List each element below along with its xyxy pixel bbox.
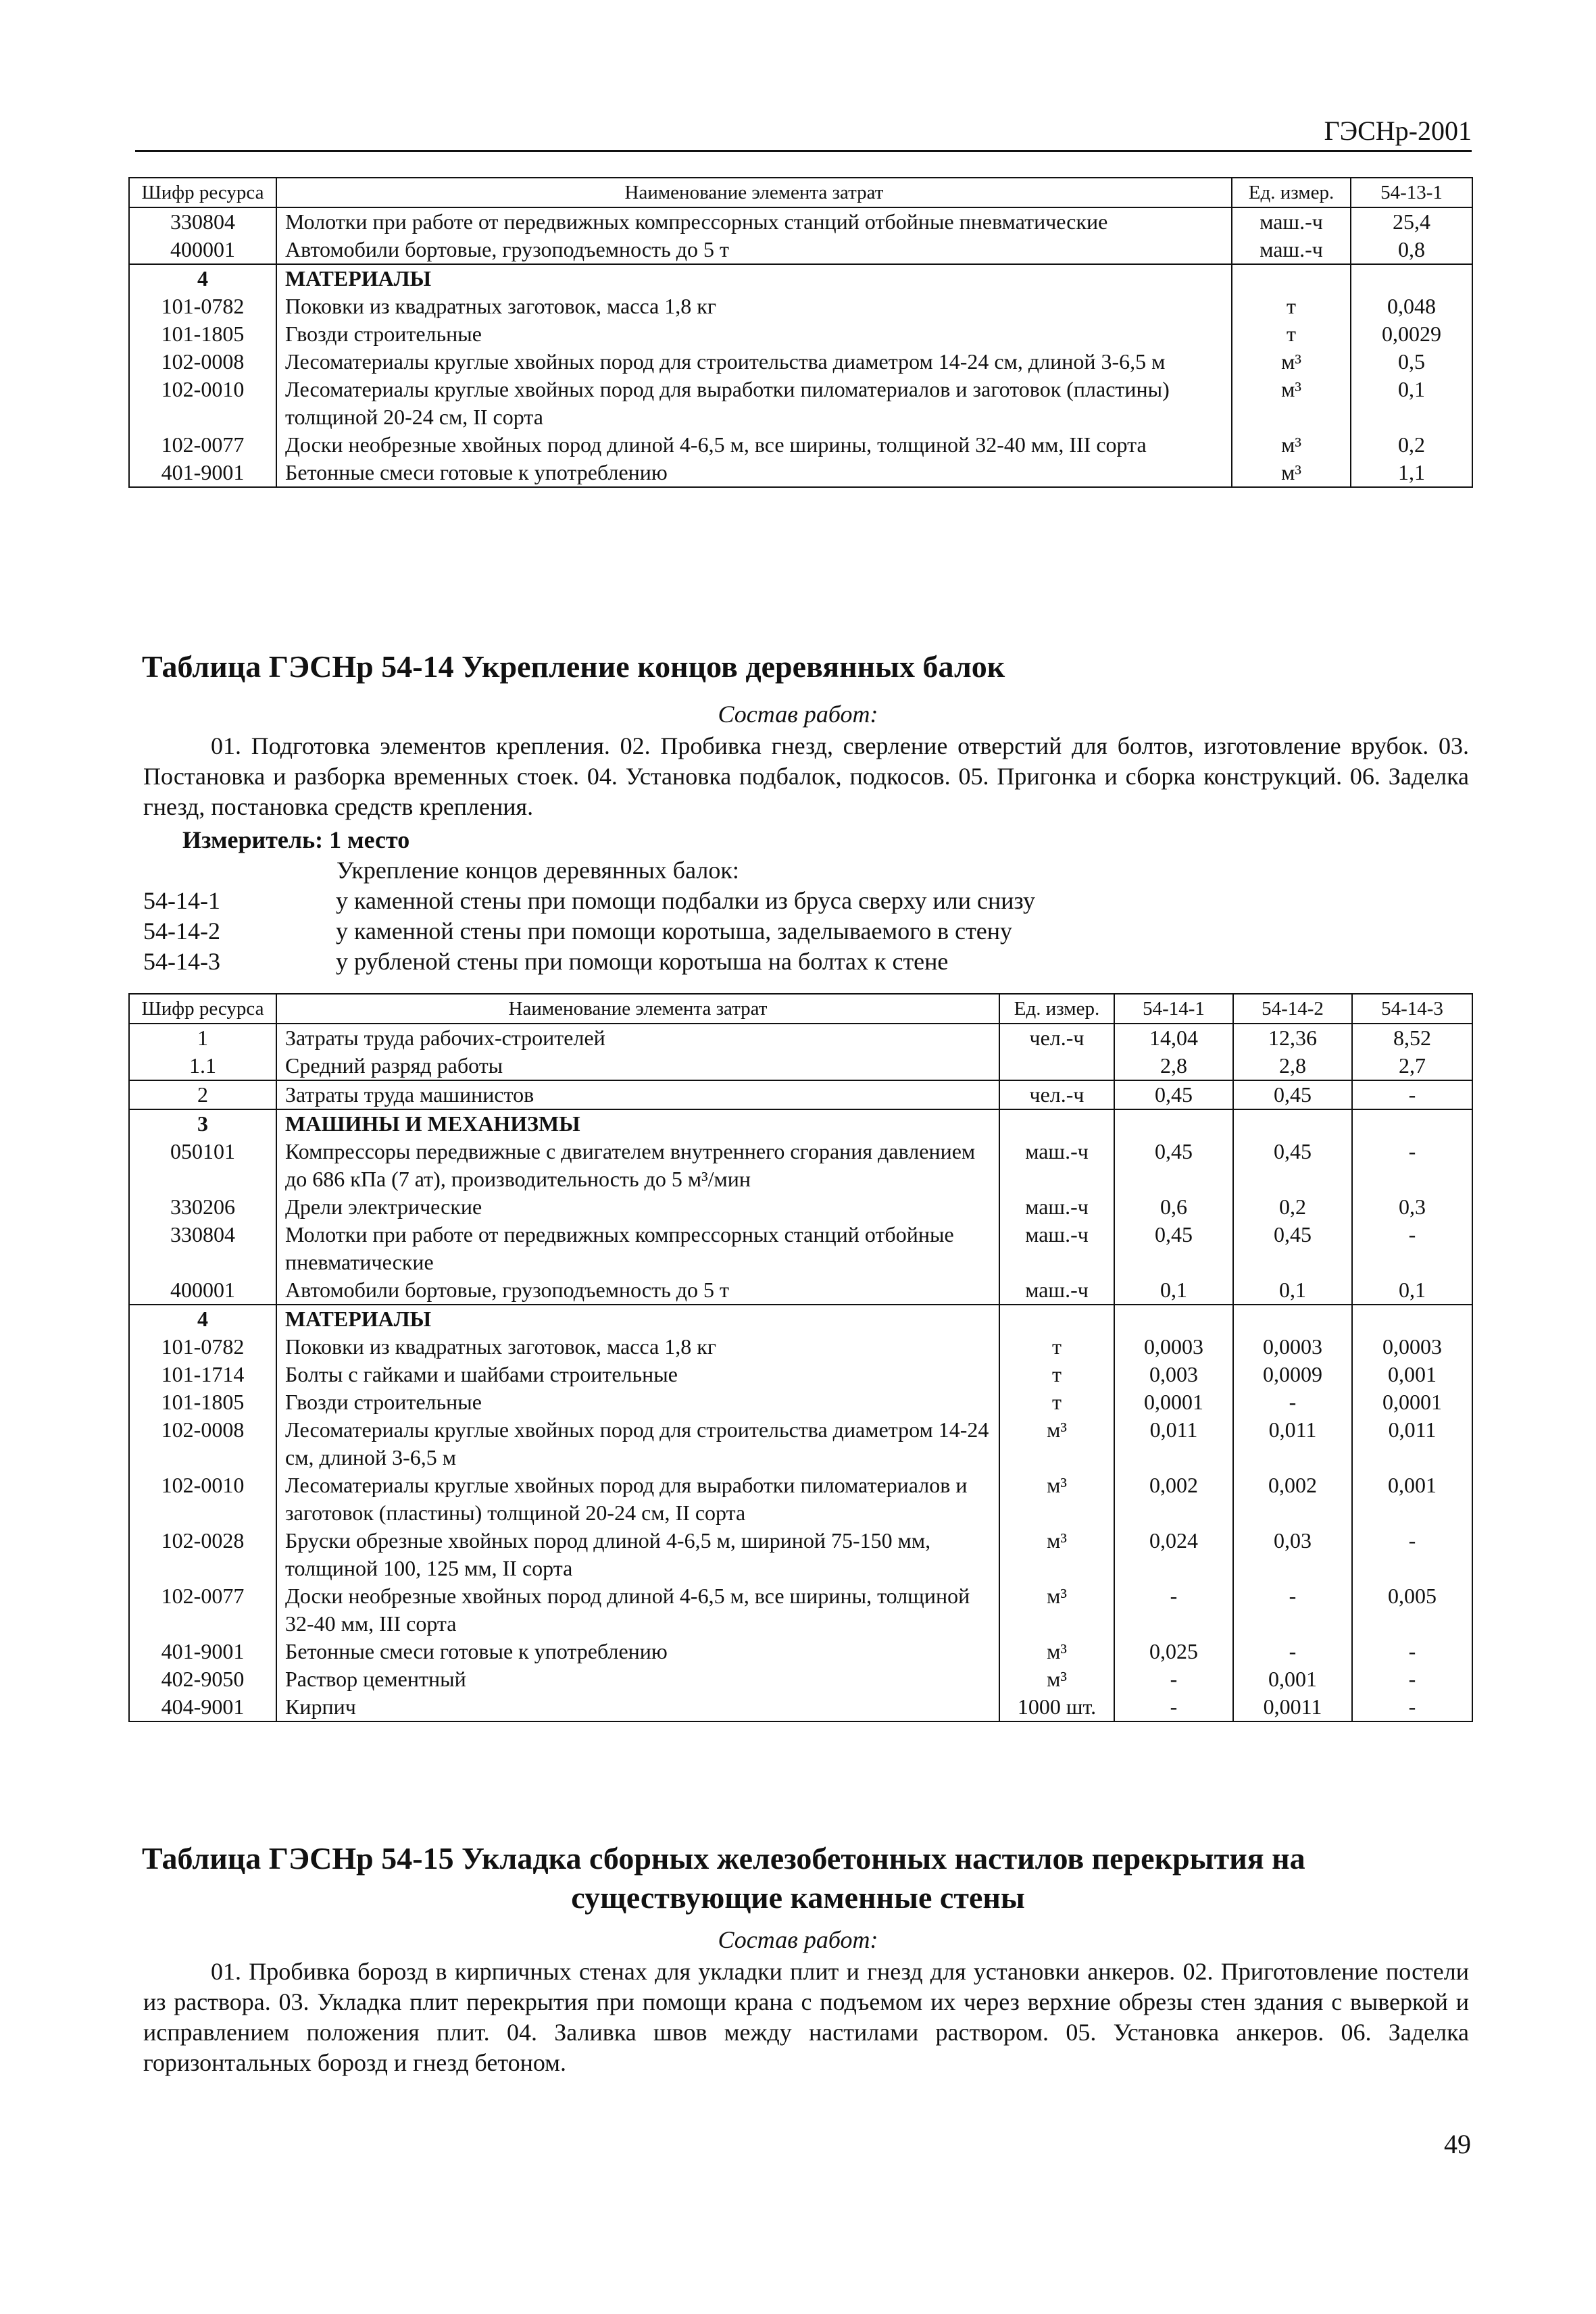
table-row [129, 1333, 1472, 1361]
cell-unit: маш.-ч [999, 1276, 1114, 1305]
cell-code: 102-0008 [129, 1416, 276, 1472]
cell-v2: 2,8 [1233, 1052, 1352, 1080]
cell-v3: 0,3 [1352, 1193, 1472, 1221]
section-title-54-15: Таблица ГЭСНр 54-15 Укладка сборных железобетонных настилов перекрытия на [142, 1841, 1305, 1876]
cell-v1: 0,45 [1114, 1080, 1233, 1109]
cell-v3: - [1352, 1527, 1472, 1582]
cell-v2 [1233, 1305, 1352, 1333]
header-col1: 54-13-1 [1351, 178, 1472, 207]
cell-v1: 2,8 [1114, 1052, 1233, 1080]
cell-code: 4 [129, 1305, 276, 1333]
cell-v3: 0,1 [1352, 1276, 1472, 1305]
table-row [129, 264, 1472, 293]
cell-code: 102-0010 [129, 1472, 276, 1527]
cell-unit [999, 1109, 1114, 1138]
variant-row [143, 886, 1035, 915]
table-row [129, 1276, 1472, 1305]
cell-v1: 0,003 [1114, 1361, 1233, 1388]
cell-v3: - [1352, 1080, 1472, 1109]
cell-code: 3 [129, 1109, 276, 1138]
cell-unit: чел.-ч [999, 1080, 1114, 1109]
cell-code: 1 [129, 1024, 276, 1052]
page-number: 49 [1444, 2129, 1471, 2159]
cell-unit: т [1232, 293, 1351, 320]
cell-name: Лесоматериалы круглые хвойных пород для строительства диаметром 14-24 см, длиной 3-6,5 м [276, 348, 1232, 376]
cell-v1: 0,0003 [1114, 1333, 1233, 1361]
cell-unit: маш.-ч [999, 1221, 1114, 1276]
table-row [129, 376, 1472, 431]
cell-v3: 0,001 [1352, 1472, 1472, 1527]
section-title-54-14: Таблица ГЭСНр 54-14 Укрепление концов деревянных балок [142, 649, 1005, 684]
cell-unit: м³ [999, 1582, 1114, 1638]
cell-unit: чел.-ч [999, 1024, 1114, 1052]
cell-code: 2 [129, 1080, 276, 1109]
cell-unit: м³ [999, 1638, 1114, 1665]
cell-v3: - [1352, 1693, 1472, 1721]
cell-name: Раствор цементный [276, 1665, 999, 1693]
cell-v1 [1351, 264, 1472, 293]
cell-name: Лесоматериалы круглые хвойных пород для выработки пиломатериалов и заготовок (пластины) толщиной 20-24 см, II сорта [276, 376, 1232, 431]
variant-code: 54-14-2 [143, 917, 220, 945]
header-name: Наименование элемента затрат [276, 994, 999, 1024]
header-code: Шифр ресурса [129, 994, 276, 1024]
cell-name: Гвозди строительные [276, 320, 1232, 348]
cell-code: 102-0077 [129, 1582, 276, 1638]
variant-text: у каменной стены при помощи подбалки из бруса сверху или снизу [336, 887, 1035, 914]
cell-name: Бетонные смеси готовые к употреблению [276, 459, 1232, 487]
cell-v3: 0,005 [1352, 1582, 1472, 1638]
cell-unit: м³ [1232, 459, 1351, 487]
table-row [129, 236, 1472, 264]
cell-v2: 0,0009 [1233, 1361, 1352, 1388]
cell-name: Затраты труда рабочих-строителей [276, 1024, 999, 1052]
cell-v1: - [1114, 1665, 1233, 1693]
table-row [129, 1221, 1472, 1276]
cell-code: 402-9050 [129, 1665, 276, 1693]
cell-name: Компрессоры передвижные с двигателем внутреннего сгорания давлением до 686 кПа (7 ат), производительность до 5 м³/мин [276, 1138, 999, 1193]
cell-name: Средний разряд работы [276, 1052, 999, 1080]
cell-v3: 0,001 [1352, 1361, 1472, 1388]
cell-v1: 0,5 [1351, 348, 1472, 376]
cell-v3: - [1352, 1665, 1472, 1693]
cell-v1: 0,0029 [1351, 320, 1472, 348]
cell-v1: 0,0001 [1114, 1388, 1233, 1416]
cell-v1: - [1114, 1693, 1233, 1721]
table-row [129, 1361, 1472, 1388]
table-row [129, 1472, 1472, 1527]
cell-v2 [1233, 1109, 1352, 1138]
cell-code: 102-0010 [129, 376, 276, 431]
cell-v3: 0,0001 [1352, 1388, 1472, 1416]
cell-code: 101-1714 [129, 1361, 276, 1388]
cell-v1: 0,8 [1351, 236, 1472, 264]
header-code: Шифр ресурса [129, 178, 276, 207]
cell-unit [999, 1052, 1114, 1080]
cell-v3: - [1352, 1138, 1472, 1193]
cell-v2: 12,36 [1233, 1024, 1352, 1052]
cell-code: 102-0008 [129, 348, 276, 376]
cell-name: Молотки при работе от передвижных компрессорных станций отбойные пневматические [276, 1221, 999, 1276]
cell-code: 101-1805 [129, 320, 276, 348]
measure-label: Измеритель: 1 место [182, 826, 410, 853]
table-body [129, 1024, 1472, 1721]
cell-code: 330206 [129, 1193, 276, 1221]
table-row [129, 1527, 1472, 1582]
cell-name: Затраты труда машинистов [276, 1080, 999, 1109]
cell-v1: - [1114, 1582, 1233, 1638]
cell-unit: м³ [999, 1472, 1114, 1527]
table-row [129, 1693, 1472, 1721]
cell-code: 401-9001 [129, 1638, 276, 1665]
cell-code: 102-0077 [129, 431, 276, 459]
cell-v1: 0,025 [1114, 1638, 1233, 1665]
cell-unit: м³ [999, 1416, 1114, 1472]
table-row [129, 1024, 1472, 1052]
cell-name: Доски необрезные хвойных пород длиной 4-6,5 м, все ширины, толщиной 32-40 мм, III сорта [276, 431, 1232, 459]
cell-unit: т [1232, 320, 1351, 348]
document-code: ГЭСНр-2001 [1324, 116, 1472, 146]
cell-v1: 0,1 [1114, 1276, 1233, 1305]
cell-name: Бруски обрезные хвойных пород длиной 4-6,5 м, шириной 75-150 мм, толщиной 100, 125 мм, II сорта [276, 1527, 999, 1582]
cell-unit: маш.-ч [999, 1193, 1114, 1221]
table-row [129, 1193, 1472, 1221]
cell-v2: 0,1 [1233, 1276, 1352, 1305]
table-row [129, 1582, 1472, 1638]
cell-name: Молотки при работе от передвижных компрессорных станций отбойные пневматические [276, 207, 1232, 236]
cell-v1: 0,2 [1351, 431, 1472, 459]
table-row [129, 320, 1472, 348]
cell-unit: м³ [1232, 431, 1351, 459]
cell-v2: 0,45 [1233, 1221, 1352, 1276]
cell-name: Автомобили бортовые, грузоподъемность до 5 т [276, 236, 1232, 264]
cell-unit: т [999, 1333, 1114, 1361]
cell-v3: 8,52 [1352, 1024, 1472, 1052]
table-header-row [129, 994, 1472, 1024]
cell-v2: 0,45 [1233, 1080, 1352, 1109]
cell-v1: 0,011 [1114, 1416, 1233, 1472]
cell-unit: м³ [1232, 376, 1351, 431]
cell-code: 101-0782 [129, 293, 276, 320]
cell-v3: 0,0003 [1352, 1333, 1472, 1361]
works-caption: Состав работ: [718, 1926, 878, 1953]
table-header-row [129, 178, 1472, 207]
variants-lead: Укрепление концов деревянных балок: [336, 857, 739, 884]
section-title-54-15-line2: существующие каменные стены [571, 1880, 1025, 1915]
cell-name: Гвозди строительные [276, 1388, 999, 1416]
page-header [135, 115, 1472, 152]
variant-row [143, 947, 948, 976]
cell-unit: т [999, 1361, 1114, 1388]
cell-v2: 0,011 [1233, 1416, 1352, 1472]
cell-name: Поковки из квадратных заготовок, масса 1,8 кг [276, 293, 1232, 320]
cell-v2: 0,03 [1233, 1527, 1352, 1582]
cell-unit: 1000 шт. [999, 1693, 1114, 1721]
cell-v1: 1,1 [1351, 459, 1472, 487]
cell-v1 [1114, 1305, 1233, 1333]
cell-name: Болты с гайками и шайбами строительные [276, 1361, 999, 1388]
cell-v2: 0,2 [1233, 1193, 1352, 1221]
cell-name: Кирпич [276, 1693, 999, 1721]
cell-code: 050101 [129, 1138, 276, 1193]
cell-name: Автомобили бортовые, грузоподъемность до 5 т [276, 1276, 999, 1305]
table-row [129, 1138, 1472, 1193]
cell-v3: - [1352, 1638, 1472, 1665]
cell-name: Доски необрезные хвойных пород длиной 4-6,5 м, все ширины, толщиной 32-40 мм, III сорта [276, 1582, 999, 1638]
header-name: Наименование элемента затрат [276, 178, 1232, 207]
table-row [129, 1638, 1472, 1665]
table-row [129, 348, 1472, 376]
table-row [129, 1109, 1472, 1138]
works-description: 01. Пробивка борозд в кирпичных стенах для укладки плит и гнезд для установки анкеров. 02. Приготовление постели из раствора. 03. Укладка плит перекрытия при помощи крана с подъемом их через верхние обрезы стен здания с выверкой и исправлением положения плит. 04. Заливка швов между настилами раствором. 05. Установка анкеров. 06. Заделка горизонтальных борозд и гнезд бетоном. [143, 1958, 1469, 2076]
cell-code: 404-9001 [129, 1693, 276, 1721]
cell-unit: м³ [999, 1527, 1114, 1582]
cell-v2: 0,0011 [1233, 1693, 1352, 1721]
cell-v1: 0,45 [1114, 1221, 1233, 1276]
cell-unit: м³ [1232, 348, 1351, 376]
variant-code: 54-14-3 [143, 948, 220, 975]
cell-v1 [1114, 1109, 1233, 1138]
variant-row [143, 917, 1012, 945]
variant-code: 54-14-1 [143, 887, 220, 914]
cell-unit [1232, 264, 1351, 293]
header-unit: Ед. измер. [1232, 178, 1351, 207]
cell-v1: 0,1 [1351, 376, 1472, 431]
cell-v2: 0,0003 [1233, 1333, 1352, 1361]
cell-code: 330804 [129, 1221, 276, 1276]
table-54-13-1 [128, 177, 1473, 488]
table-row [129, 431, 1472, 459]
cell-code: 401-9001 [129, 459, 276, 487]
cell-code: 400001 [129, 1276, 276, 1305]
cell-code: 400001 [129, 236, 276, 264]
cell-v2: 0,001 [1233, 1665, 1352, 1693]
cell-v2: 0,45 [1233, 1138, 1352, 1193]
cell-v3: 0,011 [1352, 1416, 1472, 1472]
works-caption: Состав работ: [718, 701, 878, 728]
cell-v3 [1352, 1305, 1472, 1333]
cell-v1: 25,4 [1351, 207, 1472, 236]
cell-name: МАТЕРИАЛЫ [276, 264, 1232, 293]
cell-code: 1.1 [129, 1052, 276, 1080]
table-row [129, 207, 1472, 236]
cell-v3 [1352, 1109, 1472, 1138]
cell-unit: маш.-ч [999, 1138, 1114, 1193]
table-row [129, 1665, 1472, 1693]
cell-name: МАШИНЫ И МЕХАНИЗМЫ [276, 1109, 999, 1138]
table-row [129, 293, 1472, 320]
cell-v2: - [1233, 1388, 1352, 1416]
cell-name: Лесоматериалы круглые хвойных пород для строительства диаметром 14-24 см, длиной 3-6,5 м [276, 1416, 999, 1472]
cell-v1: 0,002 [1114, 1472, 1233, 1527]
cell-name: Лесоматериалы круглые хвойных пород для выработки пиломатериалов и заготовок (пластины) толщиной 20-24 см, II сорта [276, 1472, 999, 1527]
table-row [129, 1080, 1472, 1109]
table-row [129, 459, 1472, 487]
variant-text: у каменной стены при помощи коротыша, заделываемого в стену [336, 917, 1013, 945]
cell-name: Поковки из квадратных заготовок, масса 1,8 кг [276, 1333, 999, 1361]
cell-unit: маш.-ч [1232, 236, 1351, 264]
table-row [129, 1305, 1472, 1333]
cell-v1: 0,45 [1114, 1138, 1233, 1193]
header-col3: 54-14-3 [1352, 994, 1472, 1024]
cell-unit: маш.-ч [1232, 207, 1351, 236]
cell-name: Дрели электрические [276, 1193, 999, 1221]
table-row [129, 1388, 1472, 1416]
cell-v3: 2,7 [1352, 1052, 1472, 1080]
cell-v2: 0,002 [1233, 1472, 1352, 1527]
cell-v2: - [1233, 1582, 1352, 1638]
works-description: 01. Подготовка элементов крепления. 02. Пробивка гнезд, сверление отверстий для болтов, изготовление врубок. 03. Постановка и разборка временных стоек. 04. Установка подбалок, подкосов. 05. Пригонка и сборка конструкций. 06. Заделка гнезд, постановка средств крепления. [143, 732, 1469, 820]
cell-v2: - [1233, 1638, 1352, 1665]
cell-unit: т [999, 1388, 1114, 1416]
cell-unit: м³ [999, 1665, 1114, 1693]
table-row [129, 1416, 1472, 1472]
cell-v3: - [1352, 1221, 1472, 1276]
cell-code: 330804 [129, 207, 276, 236]
cell-code: 101-0782 [129, 1333, 276, 1361]
cell-v1: 0,024 [1114, 1527, 1233, 1582]
cell-name: МАТЕРИАЛЫ [276, 1305, 999, 1333]
cell-code: 101-1805 [129, 1388, 276, 1416]
table-body [129, 207, 1472, 487]
cell-unit [999, 1305, 1114, 1333]
cell-name: Бетонные смеси готовые к употреблению [276, 1638, 999, 1665]
header-unit: Ед. измер. [999, 994, 1114, 1024]
table-row [129, 1052, 1472, 1080]
header-col2: 54-14-2 [1233, 994, 1352, 1024]
cell-v1: 0,048 [1351, 293, 1472, 320]
cell-v1: 14,04 [1114, 1024, 1233, 1052]
cell-code: 4 [129, 264, 276, 293]
cell-code: 102-0028 [129, 1527, 276, 1582]
header-col1: 54-14-1 [1114, 994, 1233, 1024]
table-54-14 [128, 993, 1473, 1722]
cell-v1: 0,6 [1114, 1193, 1233, 1221]
variant-text: у рубленой стены при помощи коротыша на болтах к стене [336, 948, 949, 975]
